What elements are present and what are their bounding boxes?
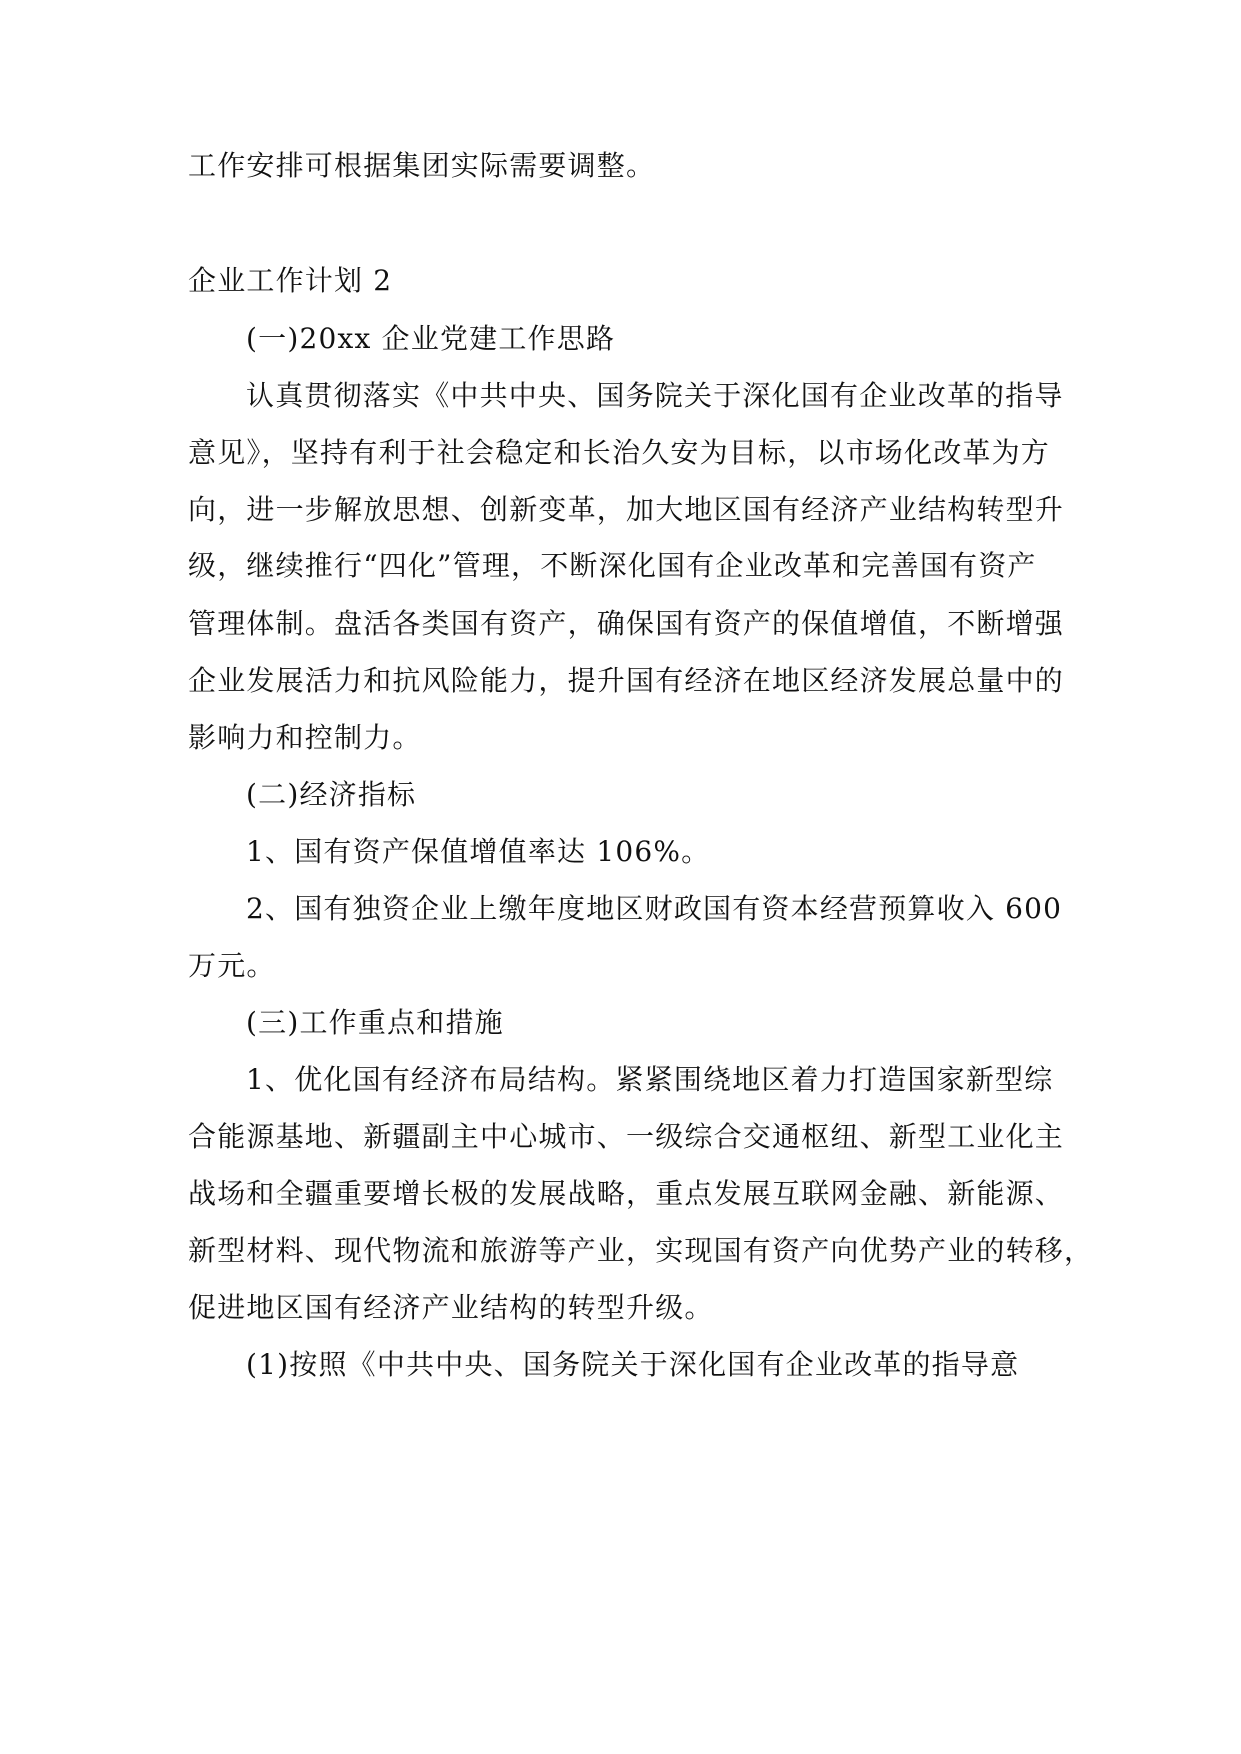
list-item-continuation: 万元。	[188, 949, 276, 982]
subheading-party-building: (一)20xx 企业党建工作思路	[246, 322, 616, 355]
closing-line: 工作安排可根据集团实际需要调整。	[188, 149, 656, 182]
subheading-economic-indicators: (二)经济指标	[246, 778, 417, 811]
paragraph-line: (1)按照《中共中央、国务院关于深化国有企业改革的指导意	[246, 1348, 1020, 1381]
list-item: 2、国有独资企业上缴年度地区财政国有资本经营预算收入 600	[246, 892, 1063, 925]
paragraph-line: 认真贯彻落实《中共中央、国务院关于深化国有企业改革的指导	[246, 379, 1064, 412]
list-item: 1、国有资产保值增值率达 106%。	[246, 835, 711, 868]
paragraph-line: 级，继续推行“四化”管理，不断深化国有企业改革和完善国有资产	[188, 549, 1037, 582]
paragraph-line: 战场和全疆重要增长极的发展战略，重点发展互联网金融、新能源、	[188, 1177, 1065, 1210]
paragraph-line: 管理体制。盘活各类国有资产，确保国有资产的保值增值，不断增强	[188, 607, 1065, 640]
paragraph-line: 促进地区国有经济产业结构的转型升级。	[188, 1291, 714, 1324]
paragraph-line: 新型材料、现代物流和旅游等产业，实现国有资产向优势产业的转移，	[188, 1234, 1094, 1267]
paragraph-line: 1、优化国有经济布局结构。紧紧围绕地区着力打造国家新型综	[246, 1063, 1054, 1096]
paragraph-line: 向，进一步解放思想、创新变革，加大地区国有经济产业结构转型升	[188, 493, 1065, 526]
paragraph-line: 合能源基地、新疆副主中心城市、一级综合交通枢纽、新型工业化主	[188, 1120, 1065, 1153]
subheading-key-work: (三)工作重点和措施	[246, 1006, 504, 1039]
paragraph-line: 意见》，坚持有利于社会稳定和长治久安为目标，以市场化改革为方	[188, 436, 1051, 469]
paragraph-line: 企业发展活力和抗风险能力，提升国有经济在地区经济发展总量中的	[188, 664, 1065, 697]
section-heading: 企业工作计划 2	[188, 264, 393, 297]
paragraph-line: 影响力和控制力。	[188, 721, 422, 754]
